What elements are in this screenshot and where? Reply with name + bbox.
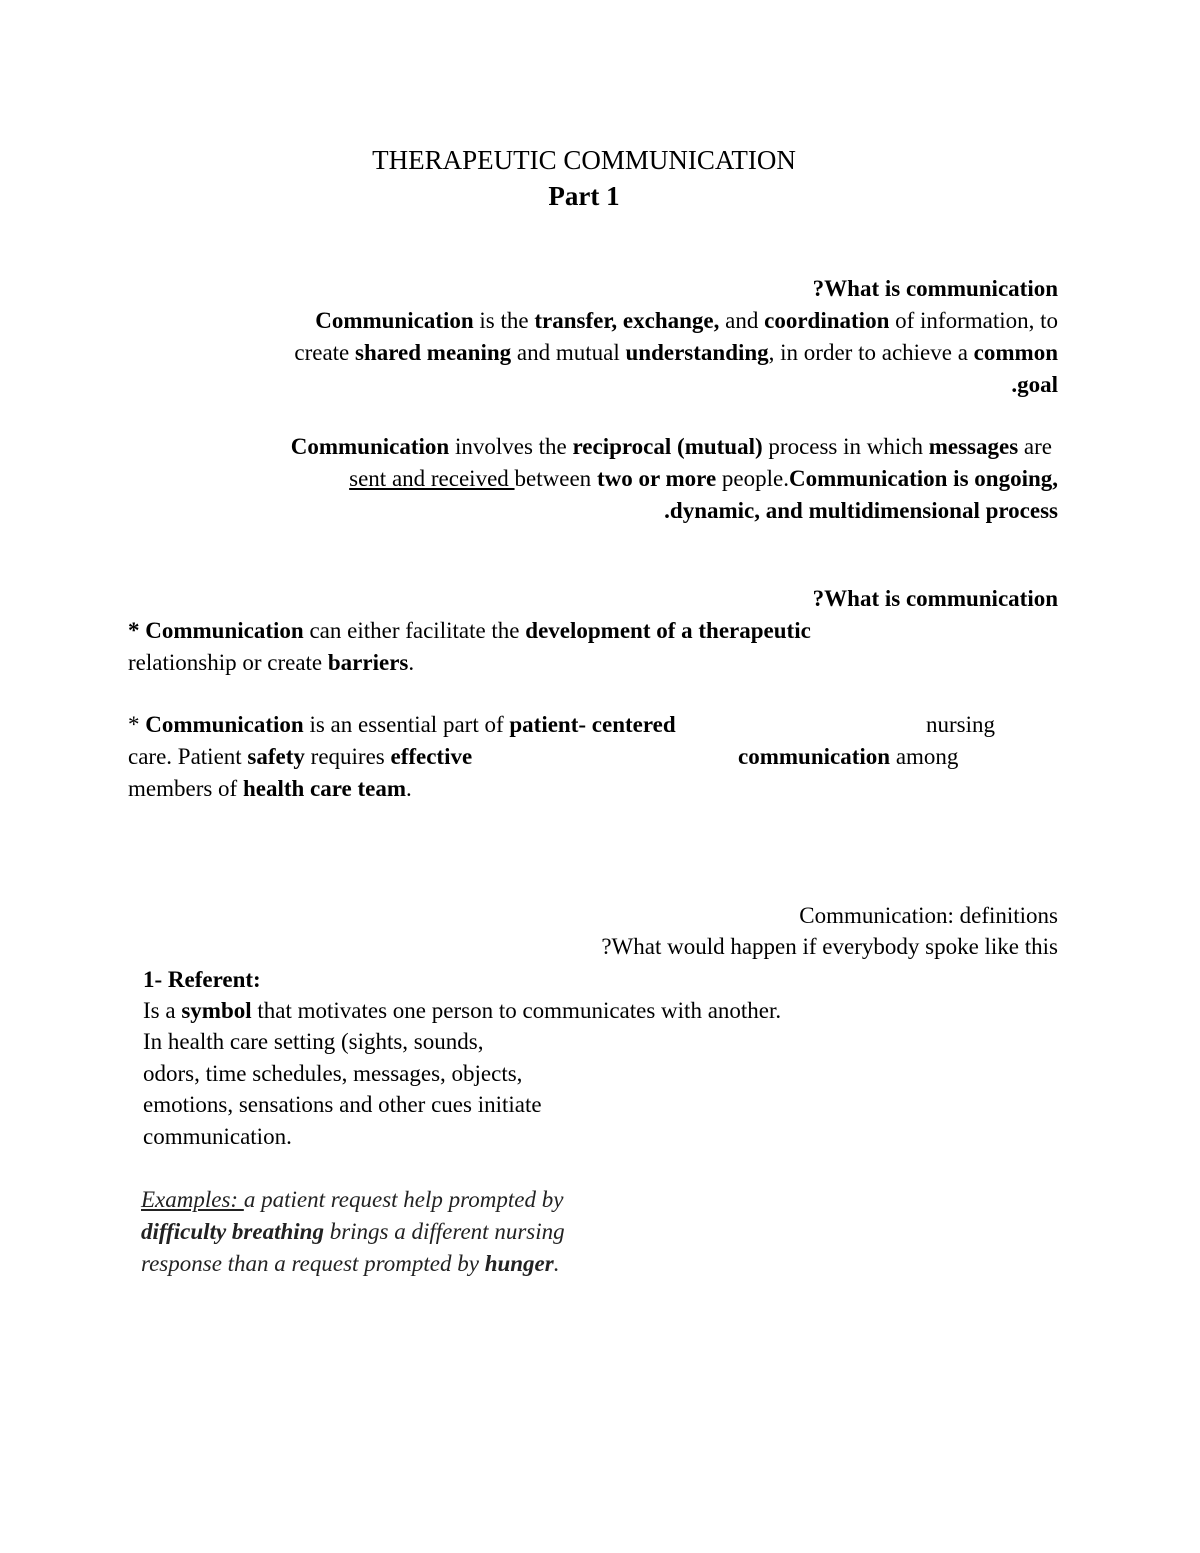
- section3-heading-definitions: Communication: definitions: [799, 903, 1058, 928]
- referent-line1: Is a symbol that motivates one person to communicates with another.: [143, 998, 782, 1023]
- section2-bullet2-line1-end: nursing: [926, 712, 995, 737]
- section3-heading-question: ?What would happen if everybody spoke like this: [601, 934, 1058, 959]
- section1-paragraph1-line3: .goal: [1011, 372, 1058, 397]
- page-title: THERAPEUTIC COMMUNICATION: [372, 145, 796, 175]
- section1-paragraph2-line2: sent and received between two or more people.Communication is ongoing,: [349, 466, 1058, 491]
- section1-paragraph1-line1: Communication is the transfer, exchange, and coordination of information, to: [315, 308, 1058, 333]
- section2-heading: ?What is communication: [812, 586, 1058, 611]
- example-line1: Examples: a patient request help prompted by: [141, 1187, 564, 1212]
- example-line3: response than a request prompted by hunger.: [141, 1251, 560, 1276]
- example-line2: difficulty breathing brings a different nursing: [141, 1219, 565, 1244]
- referent-line5: communication.: [143, 1124, 292, 1149]
- section2-bullet2-line2: care. Patient safety requires effective: [128, 744, 473, 769]
- section1-paragraph2-line3: .dynamic, and multidimensional process: [664, 498, 1058, 523]
- section2-bullet1-line1: * Communication can either facilitate the development of a therapeutic: [128, 618, 811, 643]
- referent-line2: In health care setting (sights, sounds,: [143, 1029, 484, 1054]
- section1-heading: ?What is communication: [812, 276, 1058, 301]
- referent-heading: 1- Referent:: [143, 967, 261, 992]
- section1-paragraph2-line1: Communication involves the reciprocal (mutual) process in which messages are: [290, 434, 1052, 459]
- section1-paragraph1-line2: create shared meaning and mutual understanding, in order to achieve a common: [294, 340, 1058, 365]
- section2-bullet2-line1: * Communication is an essential part of patient- centered: [128, 712, 676, 737]
- referent-line3: odors, time schedules, messages, objects,: [143, 1061, 523, 1086]
- section2-bullet1-line2: relationship or create barriers.: [128, 650, 415, 675]
- section2-bullet2-line3: members of health care team.: [128, 776, 412, 801]
- page-subtitle: Part 1: [548, 181, 620, 211]
- section2-bullet2-line2-end: communication among: [738, 744, 959, 769]
- referent-line4: emotions, sensations and other cues initiate: [143, 1092, 542, 1117]
